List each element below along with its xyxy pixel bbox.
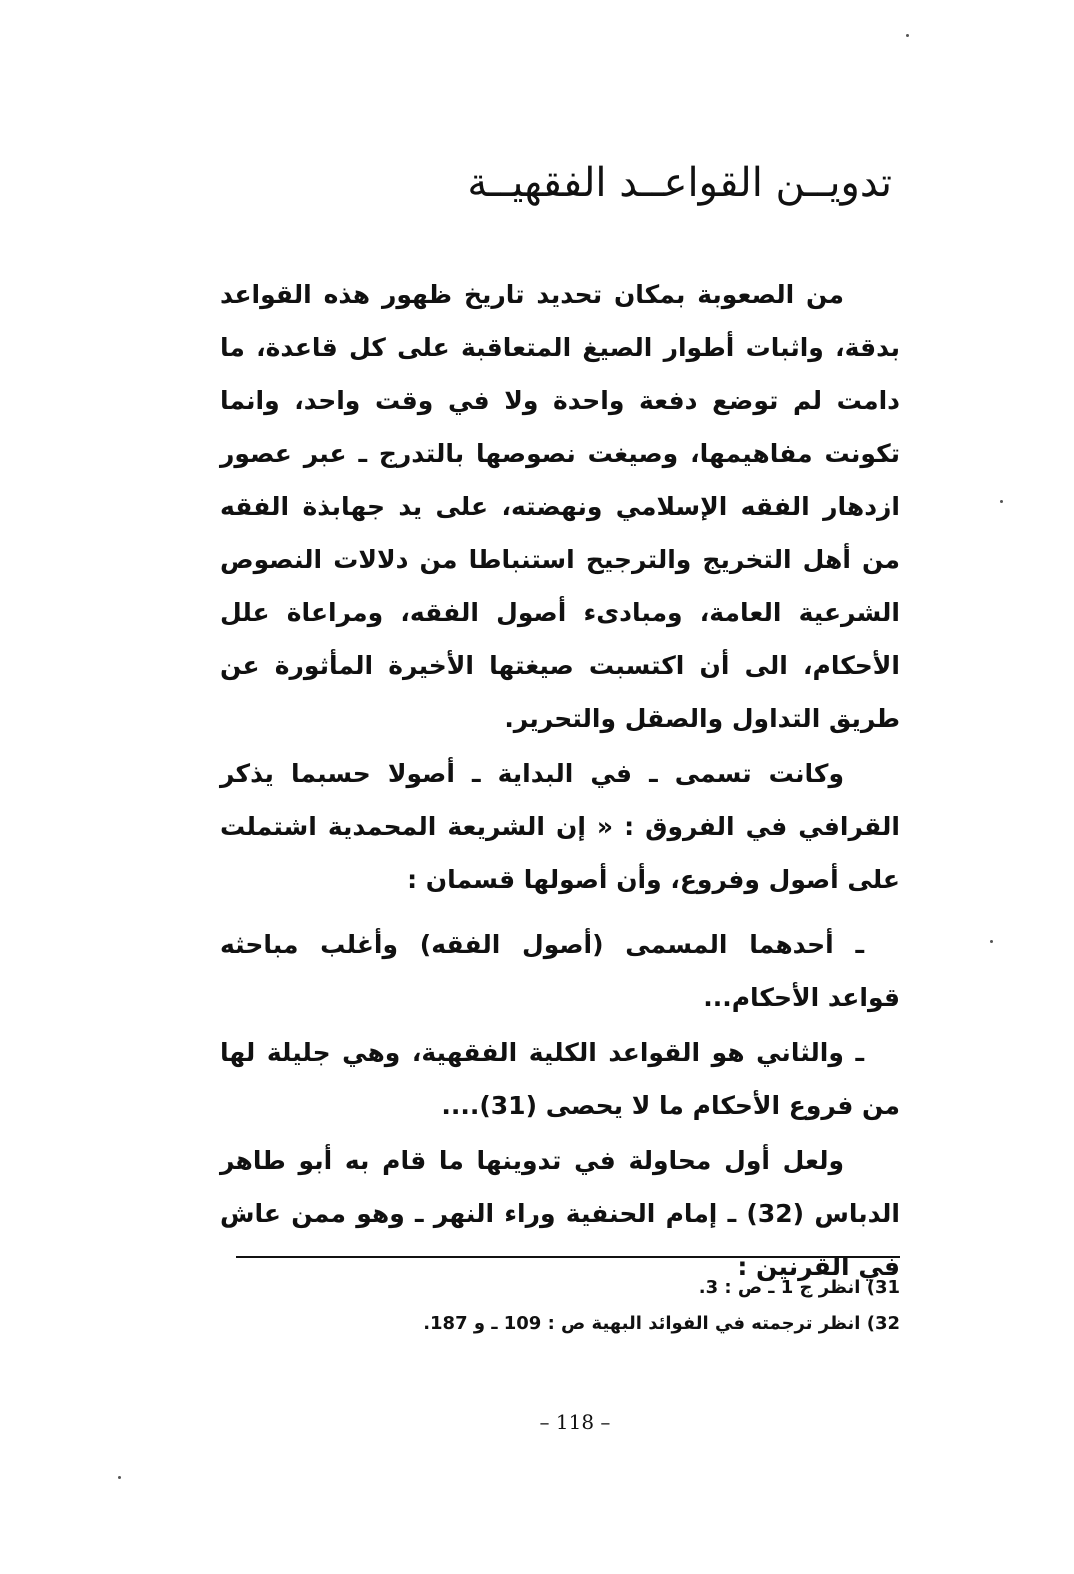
main-text <box>220 268 900 1293</box>
scan-speck <box>990 940 993 943</box>
footnote: 32) انظر ترجمته في الفوائد البهية ص : 109 ـ و 187. <box>423 1313 900 1334</box>
paragraph: من الصعوبة بمكان تحديد تاريخ ظهور هذه القواعد بدقة، واثبات أطوار الصيغ المتعاقبة على كل قاعدة، ما دامت لم توضع دفعة واحدة ولا في وقت واحد، وانما تكونت مفاهيمها، وصيغت نصوصها بالتدرج ـ عبر عصور ازدهار الفقه الإسلامي ونهضته، على يد جهابذة الفقه من أهل التخريج والترجيح استنباطا من دلالات النصوص الشرعية العامة، ومبادىء أصول الفقه، ومراعاة علل الأحكام، الى أن اكتسبت صيغتها الأخيرة المأثورة عن طريق التداول والصقل والتحرير. <box>220 280 900 733</box>
footnotes <box>236 1270 900 1342</box>
paragraph: ولعل أول محاولة في تدوينها ما قام به أبو طاهر الدباس (32) ـ إمام الحنفية وراء النهر ـ وهو ممن عاش في القرنين : <box>220 1146 900 1281</box>
page-number: – 118 – <box>539 1410 611 1434</box>
scan-speck <box>1000 500 1003 503</box>
list-item: ـ أحدهما المسمى (أصول الفقه) وأغلب مباحثه قواعد الأحكام... <box>220 930 900 1012</box>
footnote-divider <box>236 1256 900 1258</box>
scan-speck <box>118 1476 121 1479</box>
paragraph: وكانت تسمى ـ في البداية ـ أصولا حسبما يذكر القرافي في الفروق : « إن الشريعة المحمدية اشتملت على أصول وفروع، وأن أصولها قسمان : <box>220 759 900 894</box>
page-title: تدويــن القواعــد الفقهيــة <box>467 160 892 206</box>
list-item: ـ والثاني هو القواعد الكلية الفقهية، وهي جليلة لها من فروع الأحكام ما لا يحصى (31).... <box>220 1038 900 1120</box>
scan-speck <box>906 34 909 37</box>
footnote: 31) انظر ج 1 ـ ص : 3. <box>698 1277 900 1298</box>
